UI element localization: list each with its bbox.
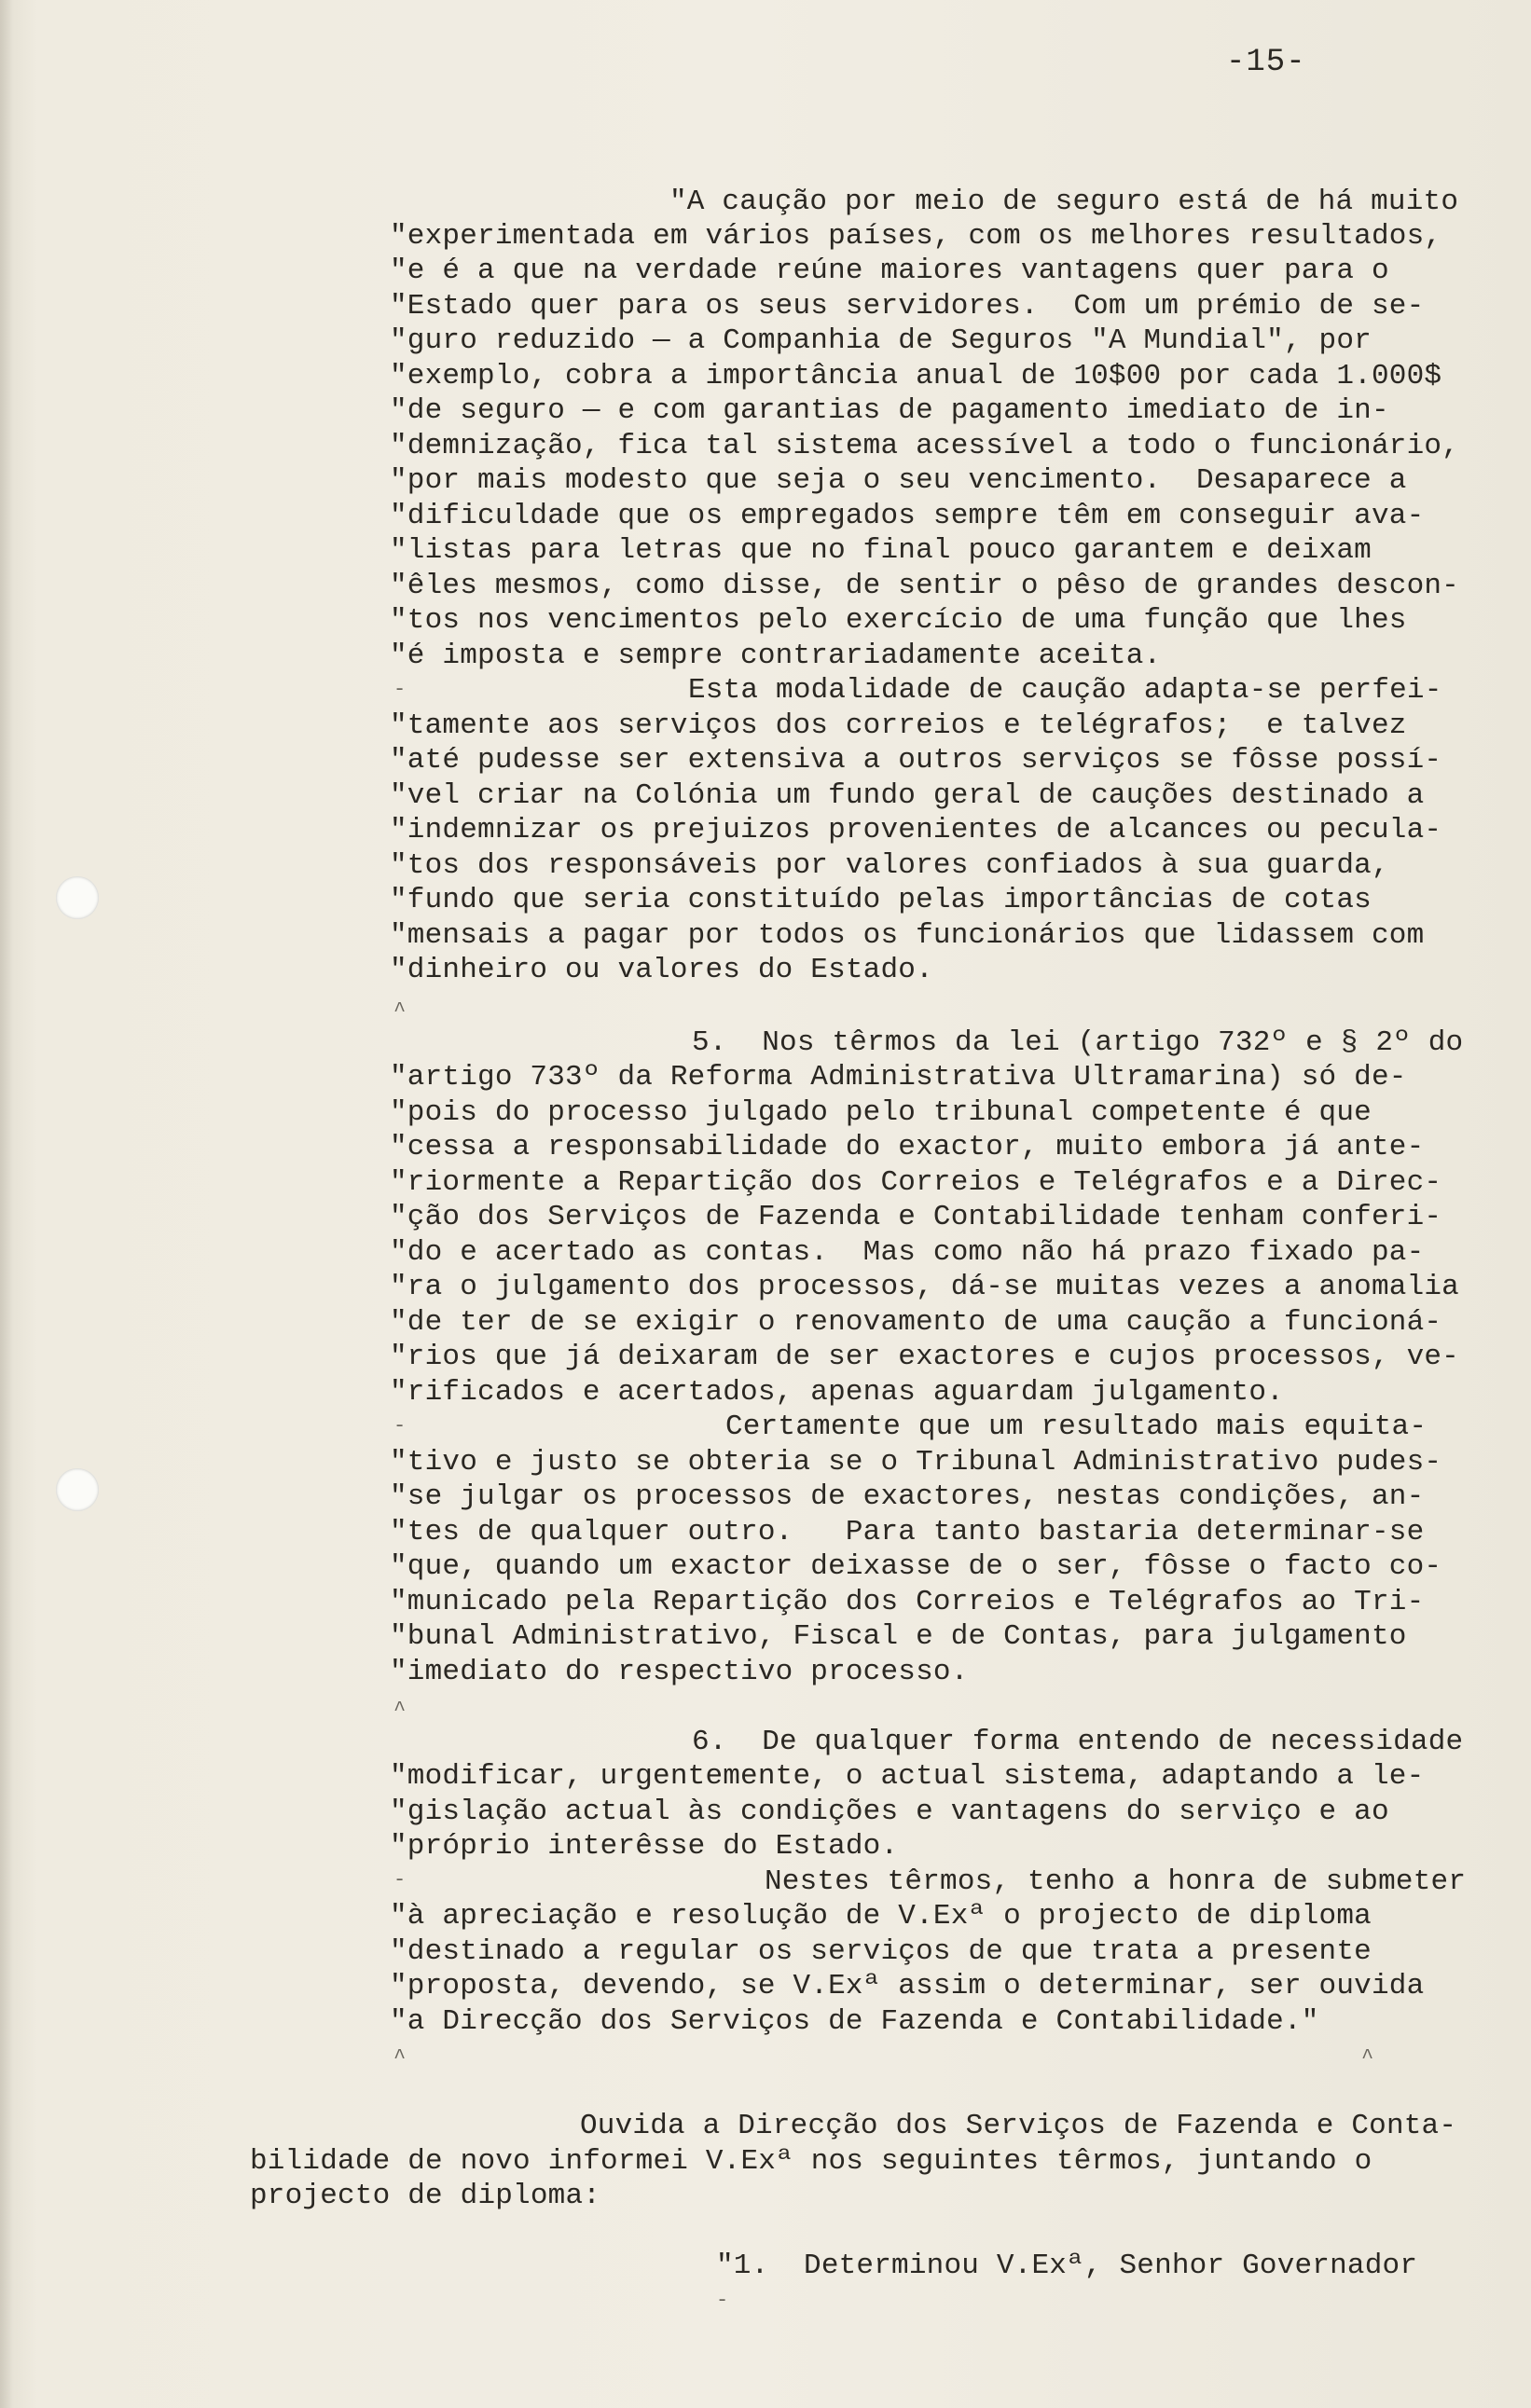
text-line: "próprio interêsse do Estado. bbox=[390, 1830, 899, 1863]
page-edge-shadow bbox=[0, 0, 13, 2408]
text-line: "mensais a pagar por todos os funcionários que lidassem com bbox=[390, 919, 1425, 952]
text-line: projecto de diploma: bbox=[250, 2180, 601, 2212]
text-line: "tos dos responsáveis por valores confiados à sua guarda, bbox=[390, 849, 1389, 882]
text-line: "exemplo, cobra a importância anual de 10$00 por cada 1.000$ bbox=[390, 360, 1442, 392]
text-line: "rificados e acertados, apenas aguardam julgamento. bbox=[390, 1376, 1284, 1409]
text-line: "gislação actual às condições e vantagens do serviço e ao bbox=[390, 1796, 1389, 1828]
text-line: "até pudesse ser extensiva a outros serviços se fôsse possí- bbox=[390, 744, 1442, 777]
text-line: "imediato do respectivo processo. bbox=[390, 1656, 969, 1688]
text-line: Esta modalidade de caução adapta-se perfei- bbox=[688, 674, 1442, 707]
text-line: "tes de qualquer outro. Para tanto bastaria determinar-se bbox=[390, 1516, 1425, 1548]
margin-mark: - bbox=[393, 1868, 407, 1892]
text-line: "modificar, urgentemente, o actual sistema, adaptando a le- bbox=[390, 1760, 1425, 1793]
text-line: "que, quando um exactor deixasse de o ser, fôsse o facto co- bbox=[390, 1550, 1442, 1583]
margin-mark: ^ bbox=[393, 999, 407, 1023]
text-line: "fundo que seria constituído pelas importâncias de cotas bbox=[390, 884, 1372, 916]
text-line: "municado pela Repartição dos Correios e Telégrafos ao Tri- bbox=[390, 1586, 1425, 1618]
text-line: Ouvida a Direcção dos Serviços de Fazenda e Conta- bbox=[580, 2110, 1457, 2142]
text-line: "proposta, devendo, se V.Exª assim o determinar, ser ouvida bbox=[390, 1970, 1425, 2002]
text-line: "artigo 733º da Reforma Administrativa Ultramarina) só de- bbox=[390, 1061, 1407, 1094]
text-line: "experimentada em vários países, com os melhores resultados, bbox=[390, 220, 1442, 253]
margin-mark: - bbox=[716, 2289, 729, 2312]
text-line: "A caução por meio de seguro está de há muito bbox=[669, 186, 1459, 218]
text-line: "guro reduzido — a Companhia de Seguros "A Mundial", por bbox=[390, 324, 1372, 357]
text-line: 6. De qualquer forma entendo de necessidade bbox=[692, 1726, 1464, 1758]
text-line: "rios que já deixaram de ser exactores e cujos processos, ve- bbox=[390, 1341, 1459, 1373]
text-line: "êles mesmos, como disse, de sentir o pêso de grandes descon- bbox=[390, 570, 1459, 602]
text-line: "à apreciação e resolução de V.Exª o projecto de diploma bbox=[390, 1900, 1372, 1933]
text-line: "vel criar na Colónia um fundo geral de cauções destinado a bbox=[390, 779, 1425, 812]
margin-mark: - bbox=[393, 1414, 407, 1438]
text-line: "a Direcção dos Serviços de Fazenda e Contabilidade." bbox=[390, 2005, 1319, 2038]
punch-hole-lower bbox=[56, 1468, 99, 1511]
text-line: "indemnizar os prejuizos provenientes de alcances ou pecula- bbox=[390, 814, 1442, 846]
text-line: "bunal Administrativo, Fiscal e de Contas, para julgamento bbox=[390, 1620, 1407, 1653]
margin-mark: ^ bbox=[393, 1699, 407, 1722]
text-line: "por mais modesto que seja o seu vencimento. Desaparece a bbox=[390, 464, 1407, 497]
text-line: bilidade de novo informei V.Exª nos seguintes têrmos, juntando o bbox=[250, 2145, 1372, 2178]
text-line: "dinheiro ou valores do Estado. bbox=[390, 954, 933, 986]
margin-mark: ^ bbox=[1361, 2046, 1374, 2070]
text-line: "e é a que na verdade reúne maiores vantagens quer para o bbox=[390, 255, 1389, 287]
text-line: "pois do processo julgado pelo tribunal competente é que bbox=[390, 1096, 1372, 1129]
text-line: "riormente a Repartição dos Correios e Telégrafos e a Direc- bbox=[390, 1166, 1442, 1199]
punch-hole-upper bbox=[56, 876, 99, 919]
text-line: "listas para letras que no final pouco garantem e deixam bbox=[390, 534, 1372, 567]
margin-mark: - bbox=[393, 678, 407, 701]
page-number: -15- bbox=[1226, 45, 1306, 80]
text-line: Nestes têrmos, tenho a honra de submeter bbox=[765, 1865, 1467, 1898]
text-line: "de seguro — e com garantias de pagamento imediato de in- bbox=[390, 394, 1389, 427]
text-line: "do e acertado as contas. Mas como não há prazo fixado pa- bbox=[390, 1236, 1425, 1269]
text-line: "se julgar os processos de exactores, nestas condições, an- bbox=[390, 1480, 1425, 1513]
text-line: "destinado a regular os serviços de que trata a presente bbox=[390, 1935, 1372, 1968]
text-line: "demnização, fica tal sistema acessível a todo o funcionário, bbox=[390, 430, 1459, 462]
text-line: "de ter de se exigir o renovamento de uma caução a funcioná- bbox=[390, 1306, 1442, 1339]
text-line: "dificuldade que os empregados sempre têm em conseguir ava- bbox=[390, 500, 1425, 532]
text-line: "ção dos Serviços de Fazenda e Contabilidade tenham conferi- bbox=[390, 1201, 1442, 1233]
text-line: "é imposta e sempre contrariadamente aceita. bbox=[390, 640, 1162, 672]
text-line: "Estado quer para os seus servidores. Com um prémio de se- bbox=[390, 290, 1425, 323]
margin-mark: ^ bbox=[393, 2046, 407, 2070]
text-line: "1. Determinou V.Exª, Senhor Governador bbox=[716, 2250, 1418, 2282]
text-line: "ra o julgamento dos processos, dá-se muitas vezes a anomalia bbox=[390, 1271, 1459, 1303]
text-line: 5. Nos têrmos da lei (artigo 732º e § 2º do bbox=[692, 1026, 1464, 1059]
text-line: Certamente que um resultado mais equita- bbox=[725, 1410, 1428, 1443]
text-line: "tivo e justo se obteria se o Tribunal Administrativo pudes- bbox=[390, 1446, 1442, 1479]
text-line: "tamente aos serviços dos correios e telégrafos; e talvez bbox=[390, 709, 1407, 742]
text-line: "cessa a responsabilidade do exactor, muito embora já ante- bbox=[390, 1131, 1425, 1163]
text-line: "tos nos vencimentos pelo exercício de uma função que lhes bbox=[390, 604, 1407, 637]
